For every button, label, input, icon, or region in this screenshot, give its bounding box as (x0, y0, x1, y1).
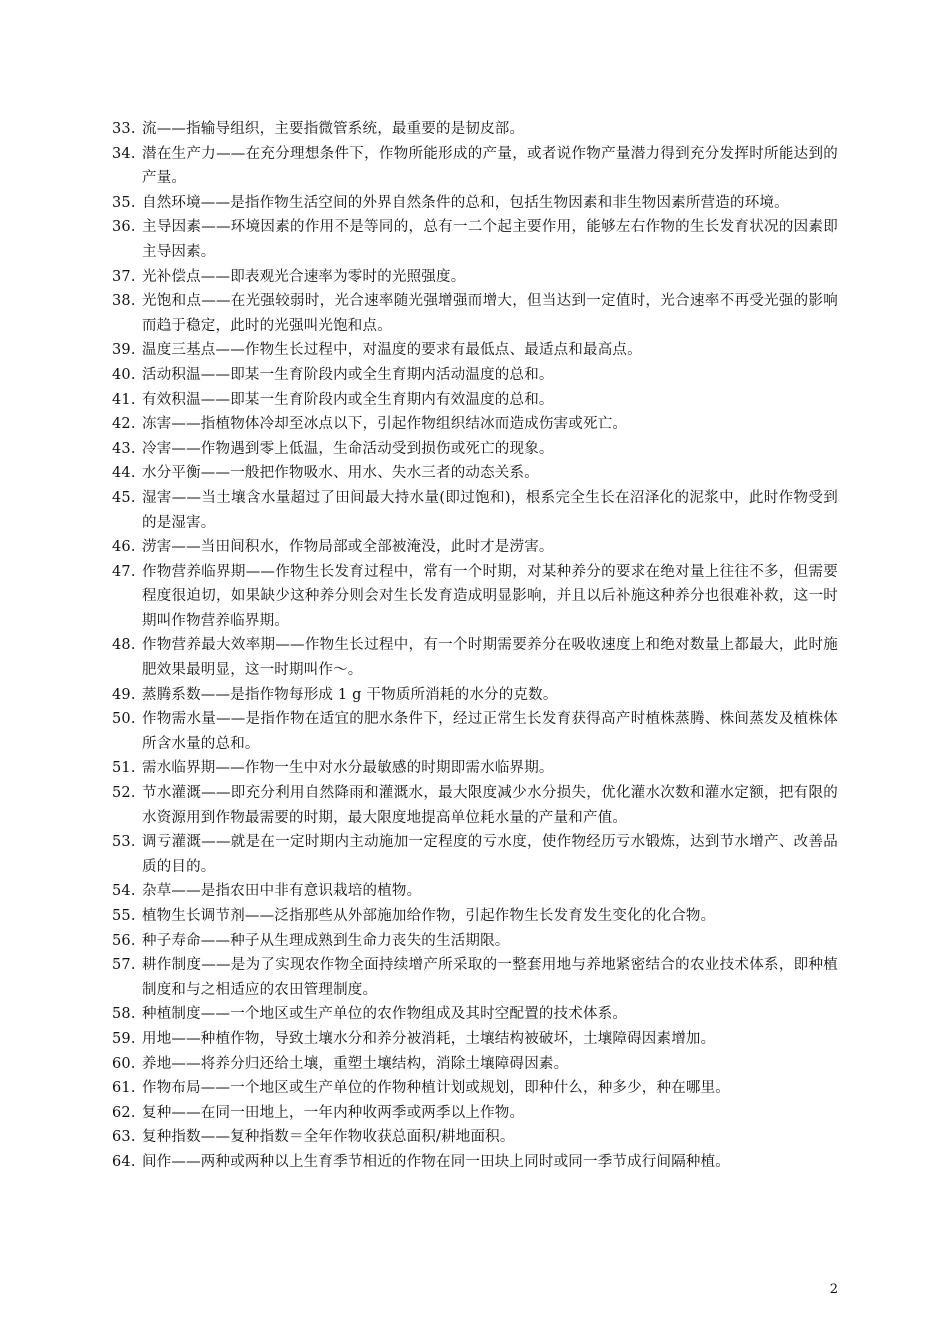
item-text: 流——指输导组织，主要指微管系统，最重要的是韧皮部。 (142, 121, 525, 137)
item-text: 需水临界期——作物一生中对水分最敏感的时期即需水临界期。 (142, 760, 554, 777)
item-text: 冷害——作物遇到零上低温，生命活动受到损伤或死亡的现象。 (142, 440, 554, 457)
item-text: 作物营养最大效率期——作物生长过程中，有一个时期需要养分在吸收速度上和绝对数量上都最大，此时施肥效果最明显，这一时期叫作～。 (142, 637, 838, 679)
item-text: 间作——两种或两种以上生育季节相近的作物在同一田块上同时或同一季节成行间隔种植。 (142, 1153, 730, 1170)
item-number: 39. (112, 342, 136, 359)
definition-item (112, 1150, 838, 1175)
item-number: 41. (112, 391, 136, 408)
item-number: 49. (112, 686, 136, 703)
item-text: 种植制度——一个地区或生产单位的农作物组成及其时空配置的技术体系。 (142, 1006, 628, 1023)
item-text: 调亏灌溉——就是在一定时期内主动施加一定程度的亏水度，使作物经历亏水锻炼，达到节水增产、改善品质的目的。 (142, 834, 838, 875)
item-number: 56. (112, 932, 136, 949)
item-text: 自然环境——是指作物生活空间的外界自然条件的总和，包括生物因素和非生物因素所营造的环境。 (142, 194, 789, 211)
item-text: 耕作制度——是为了实现农作物全面持续增产所采取的一整套用地与养地紧密结合的农业技术体系，即种植制度和与之相适应的农田管理制度。 (142, 957, 838, 998)
item-text: 作物布局——一个地区或生产单位的作物种植计划或规划，即种什么，种多少，种在哪里。 (142, 1080, 730, 1097)
item-text: 湿害——当土壤含水量超过了田间最大持水量(即过饱和)，根系完全生长在沼泽化的泥浆中，此时作物受到的是湿害。 (142, 489, 838, 531)
definition-item (112, 707, 838, 756)
item-number: 33. (112, 121, 136, 137)
item-text: 作物营养临界期——作物生长发育过程中，常有一个时期，对某种养分的要求在绝对量上往往不多，但需要程度很迫切，如果缺少这种养分则会对生长发育造成明显影响，并且以后补施这种养分也很难补救，这一时期叫作物营养临界期。 (142, 563, 838, 629)
definition-item (112, 142, 838, 191)
definition-item (112, 388, 838, 413)
item-text: 冻害——指植物体冷却至冰点以下，引起作物组织结冰而造成伤害或死亡。 (142, 416, 628, 433)
definition-item (112, 1076, 838, 1101)
item-number: 60. (112, 1055, 136, 1072)
definition-item (112, 461, 838, 486)
item-text: 复种——在同一田地上，一年内种收两季或两季以上作物。 (142, 1104, 525, 1121)
definition-item (112, 338, 838, 363)
item-text: 复种指数——复种指数＝全年作物收获总面积/耕地面积。 (142, 1129, 515, 1146)
definition-item (112, 215, 838, 264)
item-number: 64. (112, 1153, 136, 1170)
item-number: 36. (112, 219, 136, 236)
item-number: 59. (112, 1030, 136, 1047)
item-text: 潜在生产力——在充分理想条件下，作物所能形成的产量，或者说作物产量潜力得到充分发挥时所能达到的产量。 (142, 145, 838, 187)
item-number: 58. (112, 1006, 136, 1023)
item-number: 55. (112, 908, 136, 924)
definition-item (112, 437, 838, 462)
definition-item (112, 1052, 838, 1077)
item-number: 53. (112, 834, 136, 851)
item-number: 44. (112, 465, 136, 482)
item-text: 光饱和点——在光强较弱时，光合速率随光强增强而增大，但当达到一定值时，光合速率不再受光强的影响而趋于稳定，此时的光强叫光饱和点。 (142, 293, 838, 334)
item-text: 作物需水量——是指作物在适宜的肥水条件下，经过正常生长发育获得高产时植株蒸腾、株间蒸发及植株体所含水量的总和。 (142, 711, 838, 752)
definition-item (112, 929, 838, 954)
item-text: 主导因素——环境因素的作用不是等同的，总有一二个起主要作用，能够左右作物的生长发育状况的因素即主导因素。 (142, 219, 838, 260)
definition-item (112, 535, 838, 560)
item-number: 38. (112, 293, 136, 310)
definition-item (112, 683, 838, 708)
definition-item (112, 879, 838, 904)
item-number: 34. (112, 145, 136, 162)
item-number: 63. (112, 1129, 136, 1146)
definition-item (112, 781, 838, 830)
item-number: 47. (112, 563, 136, 580)
item-text: 养地——将养分归还给土壤，重塑土壤结构，消除土壤障碍因素。 (142, 1055, 569, 1072)
item-number: 52. (112, 785, 136, 802)
item-text: 光补偿点——即表观光合速率为零时的光照强度。 (142, 268, 466, 285)
page-number: 2 (829, 1282, 838, 1297)
definition-item (112, 289, 838, 338)
definition-item (112, 633, 838, 682)
item-number: 45. (112, 489, 136, 506)
item-number: 50. (112, 711, 136, 728)
item-number: 37. (112, 268, 136, 285)
item-number: 48. (112, 637, 136, 654)
definition-item (112, 953, 838, 1002)
definition-item (112, 830, 838, 879)
definition-item (112, 1027, 838, 1052)
item-text: 水分平衡——一般把作物吸水、用水、失水三者的动态关系。 (142, 465, 539, 482)
definition-item (112, 560, 838, 634)
item-number: 35. (112, 194, 136, 211)
item-number: 62. (112, 1104, 136, 1121)
item-number: 57. (112, 957, 136, 974)
item-text: 活动积温——即某一生育阶段内或全生育期内活动温度的总和。 (142, 366, 554, 383)
definition-list (112, 117, 838, 1175)
item-text: 种子寿命——种子从生理成熟到生命力丧失的生活期限。 (142, 932, 510, 949)
item-text: 用地——种植作物，导致土壤水分和养分被消耗，土壤结构被破坏，土壤障碍因素增加。 (142, 1030, 716, 1047)
item-text: 植物生长调节剂——泛指那些从外部施加给作物，引起作物生长发育发生变化的化合物。 (142, 908, 716, 924)
item-text: 有效积温——即某一生育阶段内或全生育期内有效温度的总和。 (142, 391, 554, 408)
item-number: 43. (112, 440, 136, 457)
item-text: 蒸腾系数——是指作物每形成 1 g 干物质所消耗的水分的克数。 (142, 686, 558, 703)
item-number: 54. (112, 883, 136, 900)
item-text: 杂草——是指农田中非有意识栽培的植物。 (142, 883, 422, 900)
item-number: 40. (112, 366, 136, 383)
item-number: 61. (112, 1080, 136, 1097)
definition-item (112, 1101, 838, 1126)
definition-item (112, 1002, 838, 1027)
item-number: 46. (112, 539, 136, 556)
item-text: 温度三基点——作物生长过程中，对温度的要求有最低点、最适点和最高点。 (142, 342, 642, 359)
definition-item (112, 1125, 838, 1150)
definition-item (112, 191, 838, 216)
definition-item (112, 412, 838, 437)
item-text: 涝害——当田间积水，作物局部或全部被淹没，此时才是涝害。 (142, 539, 554, 556)
definition-item (112, 904, 838, 929)
definition-item (112, 117, 838, 142)
definition-item (112, 363, 838, 388)
definition-item (112, 756, 838, 781)
item-number: 51. (112, 760, 136, 777)
definition-item (112, 265, 838, 290)
item-text: 节水灌溉——即充分利用自然降雨和灌溉水，最大限度减少水分损失，优化灌水次数和灌水定额，把有限的水资源用到作物最需要的时期，最大限度地提高单位耗水量的产量和产值。 (142, 785, 838, 826)
item-number: 42. (112, 416, 136, 433)
definition-item (112, 486, 838, 535)
